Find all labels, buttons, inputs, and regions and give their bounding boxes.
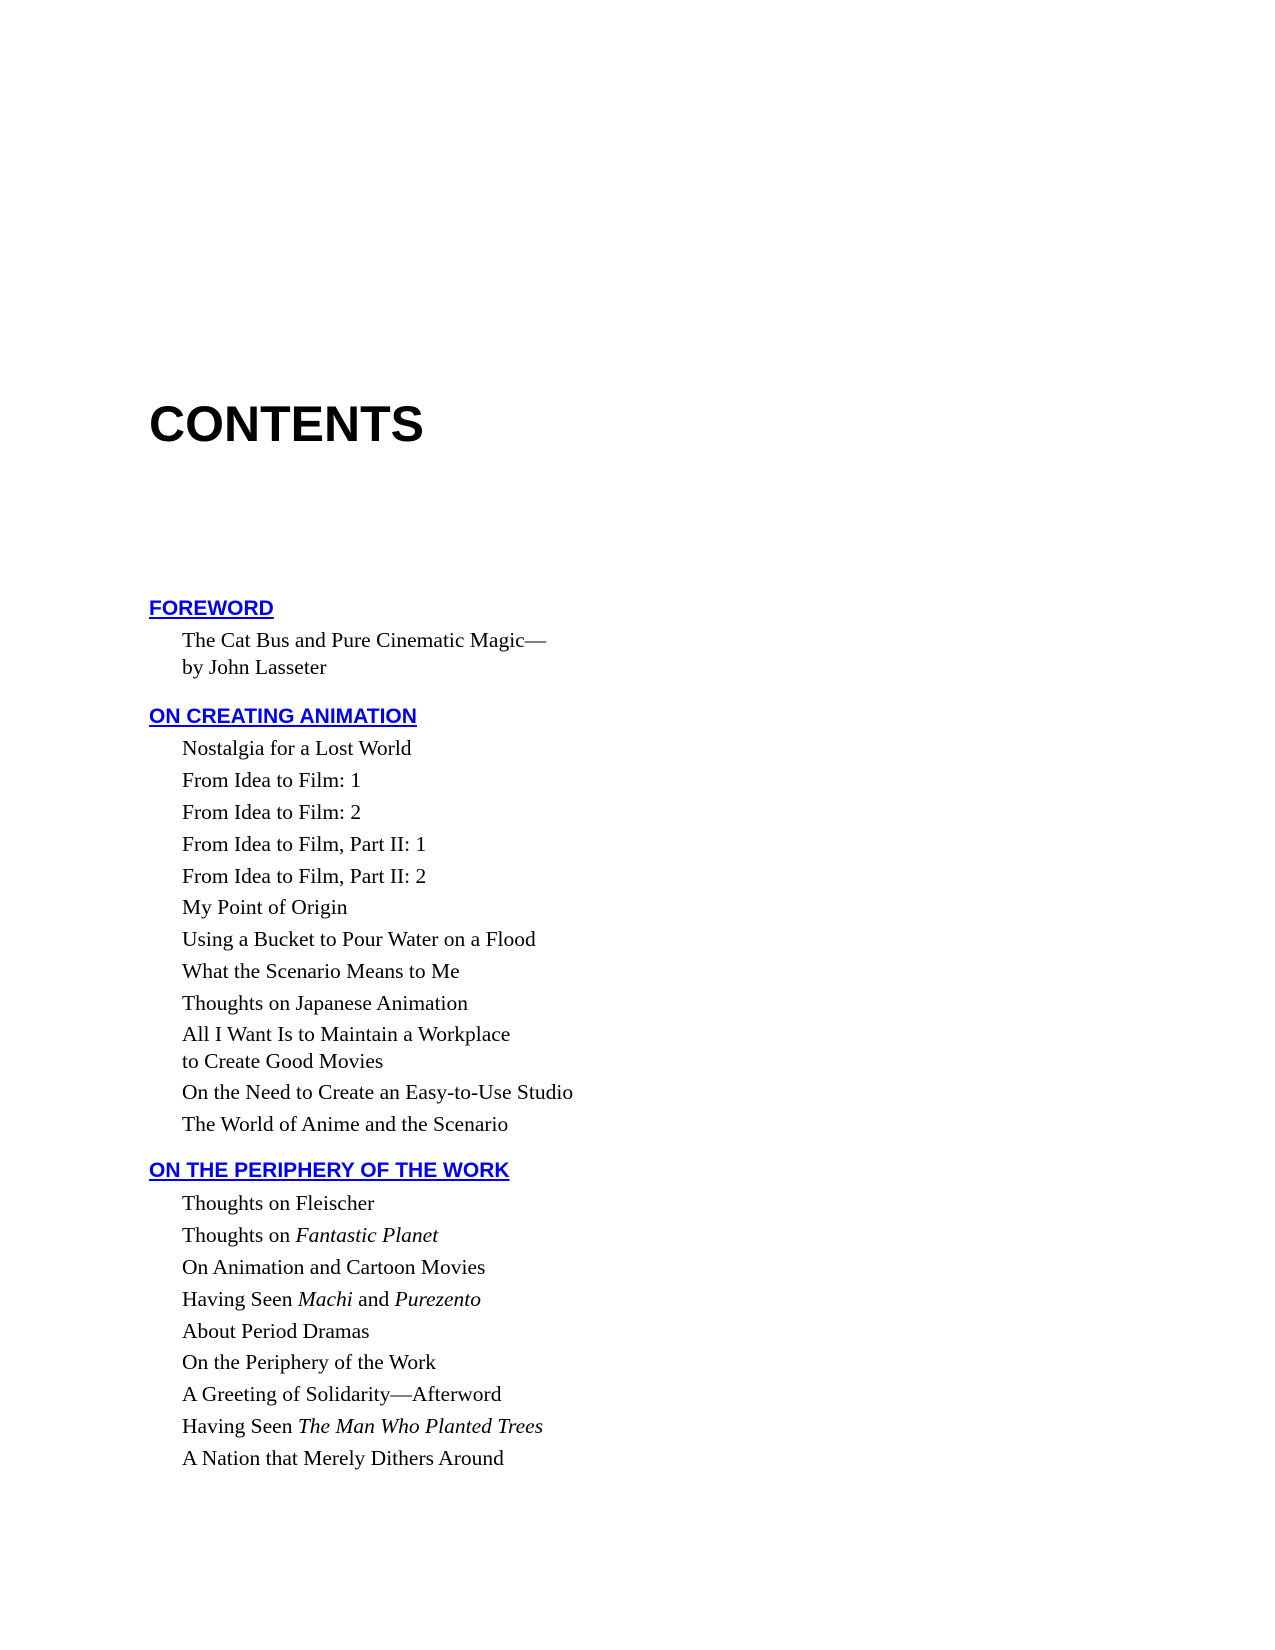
toc-entry: About Period Dramas — [182, 1319, 370, 1343]
toc-entry: From Idea to Film: 1 — [182, 768, 362, 792]
page-title: CONTENTS — [149, 396, 424, 452]
toc-entry: On the Need to Create an Easy-to-Use Studio — [182, 1080, 574, 1104]
toc-entry: From Idea to Film, Part II: 1 — [182, 832, 427, 856]
toc-entry: From Idea to Film: 2 — [182, 800, 362, 824]
toc-entry: My Point of Origin — [182, 895, 348, 919]
toc-entry-fantastic-planet: Thoughts on Fantastic Planet — [182, 1223, 439, 1247]
toc-entry: What the Scenario Means to Me — [182, 959, 460, 983]
toc-entry: Nostalgia for a Lost World — [182, 736, 412, 760]
toc-entry: The World of Anime and the Scenario — [182, 1112, 509, 1136]
toc-entry: On the Periphery of the Work — [182, 1350, 437, 1374]
toc-entry-man-who-planted-trees: Having Seen The Man Who Planted Trees — [182, 1414, 544, 1438]
section-link-on-the-periphery-of-the-work[interactable]: ON THE PERIPHERY OF THE WORK — [149, 1159, 510, 1182]
toc-entry: From Idea to Film, Part II: 2 — [182, 864, 427, 888]
section-link-foreword[interactable]: FOREWORD — [149, 597, 274, 620]
toc-entry: Using a Bucket to Pour Water on a Flood — [182, 927, 536, 951]
toc-entry-cat-bus: The Cat Bus and Pure Cinematic Magic— by John Lasseter — [182, 628, 547, 679]
toc-entry: A Nation that Merely Dithers Around — [182, 1446, 504, 1470]
toc-entry-machi-purezento: Having Seen Machi and Purezento — [182, 1287, 481, 1311]
toc-entry: On Animation and Cartoon Movies — [182, 1255, 486, 1279]
toc-entry: Thoughts on Japanese Animation — [182, 991, 469, 1015]
toc-entry-workplace: All I Want Is to Maintain a Workplace to Create Good Movies — [182, 1022, 511, 1073]
toc-entry: Thoughts on Fleischer — [182, 1191, 375, 1215]
section-link-on-creating-animation[interactable]: ON CREATING ANIMATION — [149, 705, 417, 728]
toc-entry: A Greeting of Solidarity—Afterword — [182, 1382, 502, 1406]
